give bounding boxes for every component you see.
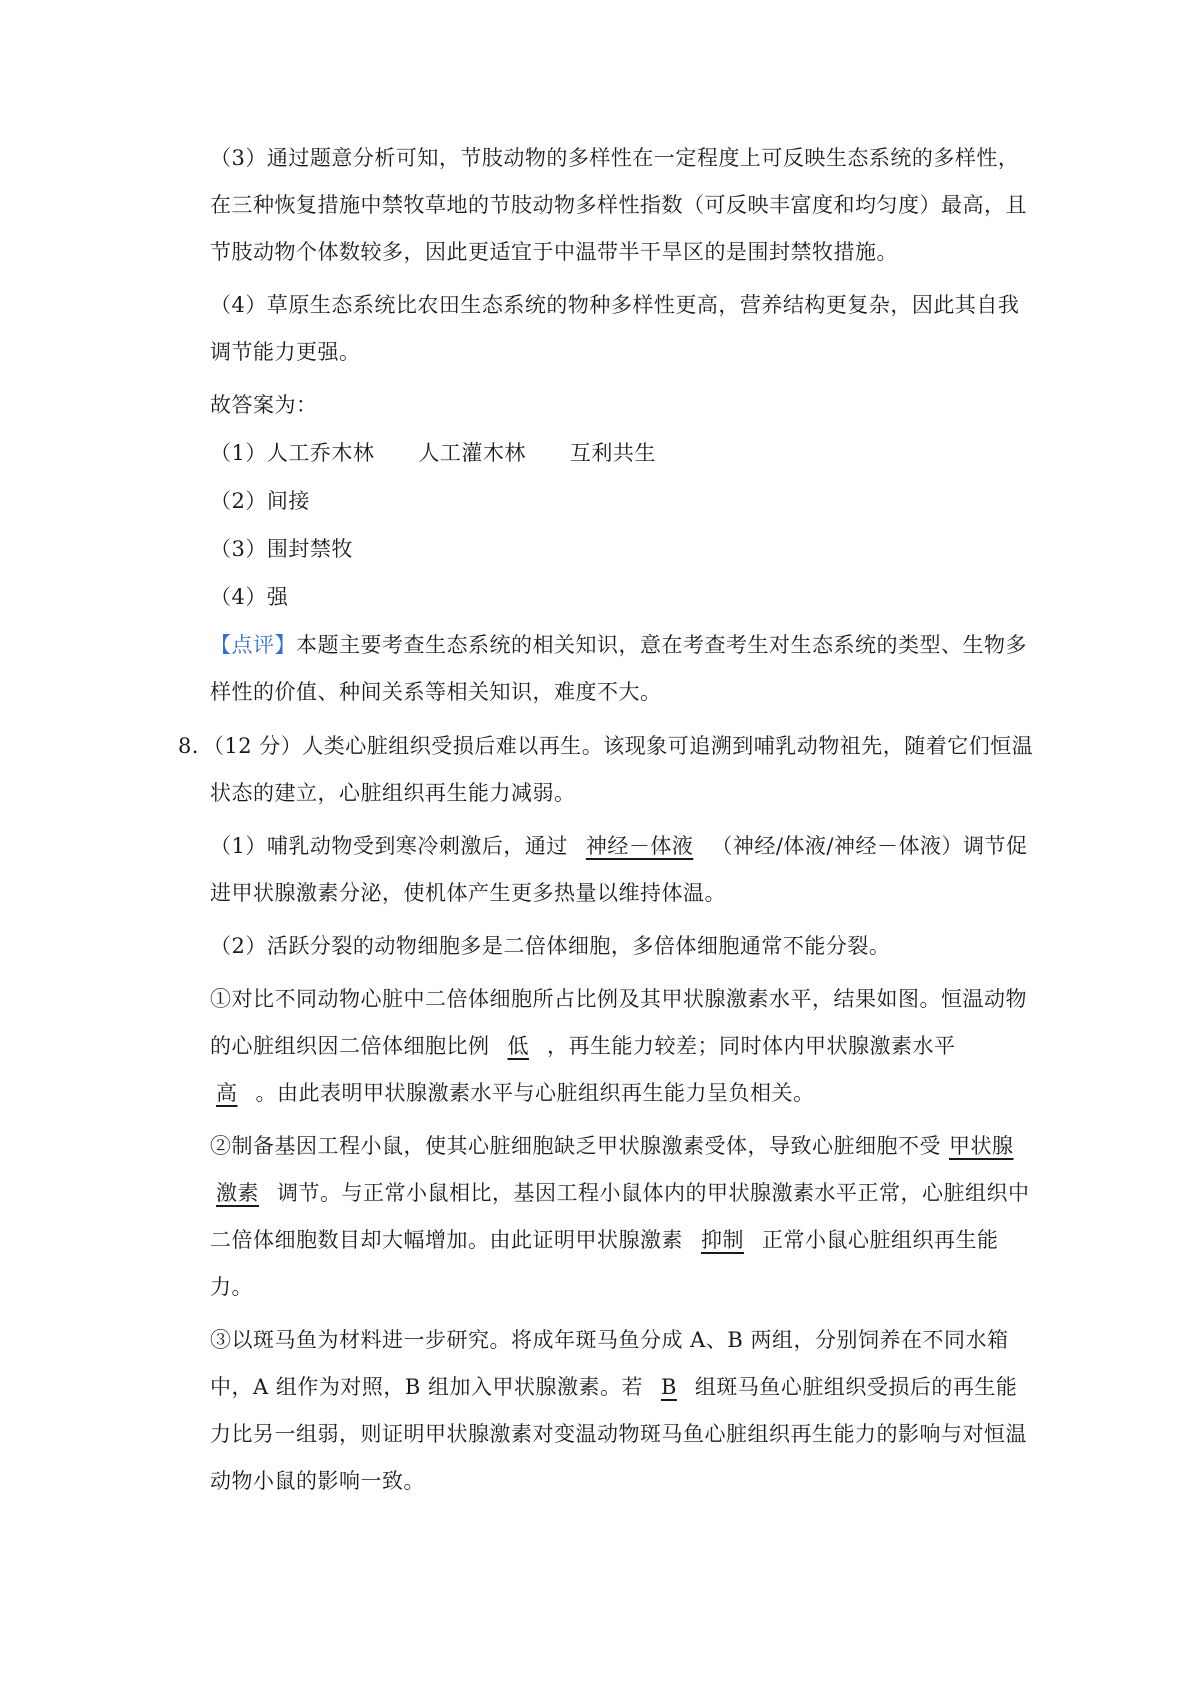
s1-answer-blank-1: 低 — [507, 1034, 529, 1058]
answer-1-item: 人工灌木林 — [418, 441, 526, 465]
s2-line3 — [210, 1225, 999, 1255]
q1-text: （1）哺乳动物受到寒冷刺激后，通过 — [210, 834, 568, 858]
answer-3: （3）围封禁牧 — [210, 537, 353, 561]
s2-answer-blank-1b: 激素 — [216, 1181, 259, 1205]
answer-1-prefix: （1） — [210, 441, 267, 465]
question-stem: （12 分）人类心脏组织受损后难以再生。该现象可追溯到哺乳动物祖先，随着它们恒温 — [213, 734, 1034, 758]
q2-intro: （2）活跃分裂的动物细胞多是二倍体细胞，多倍体细胞通常不能分裂。 — [210, 934, 891, 958]
answer-2: （2）间接 — [210, 489, 310, 513]
s2-text: ②制备基因工程小鼠，使其心脏细胞缺乏甲状腺激素受体，导致心脏细胞不受 — [210, 1134, 941, 1158]
comment-tag: 【点评】 — [210, 633, 296, 657]
comment-line2: 样性的价值、种间关系等相关知识，难度不大。 — [210, 680, 662, 704]
s1-line2 — [210, 1031, 956, 1061]
answer-4: （4）强 — [210, 585, 289, 609]
analysis-p3-line1: （3）通过题意分析可知，节肢动物的多样性在一定程度上可反映生态系统的多样性， — [210, 146, 1020, 170]
analysis-p4-line2: 调节能力更强。 — [210, 340, 361, 364]
s1-line3 — [210, 1078, 815, 1108]
s2-answer-blank-1a: 甲状腺 — [949, 1134, 1014, 1158]
q1-text: （神经/体液/神经－体液）调节促 — [711, 834, 1028, 858]
s2-text: 二倍体细胞数目却大幅增加。由此证明甲状腺激素 — [210, 1228, 683, 1252]
s2-answer-blank-2: 抑制 — [701, 1228, 744, 1252]
s3-answer-blank: B — [660, 1375, 677, 1399]
s3-line1: ③以斑马鱼为材料进一步研究。将成年斑马鱼分成 A、B 两组，分别饲养在不同水箱 — [210, 1328, 1009, 1352]
s1-answer-blank-2: 高 — [216, 1081, 238, 1105]
q1-answer-blank: 神经－体液 — [585, 834, 694, 858]
s1-line1: ①对比不同动物心脏中二倍体细胞所占比例及其甲状腺激素水平，结果如图。恒温动物 — [210, 987, 1027, 1011]
q1-line2: 进甲状腺激素分泌，使机体产生更多热量以维持体温。 — [210, 881, 726, 905]
answers-intro: 故答案为： — [210, 393, 318, 417]
s2-line2 — [210, 1178, 1030, 1208]
comment-text: 本题主要考查生态系统的相关知识，意在考查考生对生态系统的类型、生物多 — [296, 633, 1027, 657]
s2-text: 正常小鼠心脏组织再生能 — [762, 1228, 999, 1252]
s3-line3: 力比另一组弱，则证明甲状腺激素对变温动物斑马鱼心脏组织再生能力的影响与对恒温 — [210, 1422, 1027, 1446]
s2-line4: 力。 — [210, 1275, 253, 1299]
s1-text: 。由此表明甲状腺激素水平与心脏组织再生能力呈负相关。 — [255, 1081, 815, 1105]
q1-line1 — [210, 831, 1028, 861]
s3-text: 中，A 组作为对照，B 组加入甲状腺激素。若 — [210, 1375, 643, 1399]
s2-line1 — [210, 1131, 1022, 1161]
answer-1 — [210, 438, 656, 468]
s2-text: 调节。与正常小鼠相比，基因工程小鼠体内的甲状腺激素水平正常，心脏组织中 — [277, 1181, 1030, 1205]
s3-text: 组斑马鱼心脏组织受损后的再生能 — [694, 1375, 1018, 1399]
analysis-p3-line3: 节肢动物个体数较多，因此更适宜于中温带半干旱区的是围封禁牧措施。 — [210, 240, 898, 264]
comment-line1 — [210, 630, 1027, 660]
analysis-p4-line1: （4）草原生态系统比农田生态系统的物种多样性更高，营养结构更复杂，因此其自我 — [210, 293, 1020, 317]
s1-text: ，再生能力较差；同时体内甲状腺激素水平 — [547, 1034, 956, 1058]
s1-text: 的心脏组织因二倍体细胞比例 — [210, 1034, 490, 1058]
s3-line4: 动物小鼠的影响一致。 — [210, 1469, 425, 1493]
question-8-stem-line1 — [178, 731, 1033, 761]
question-number: 8． — [178, 734, 214, 758]
answer-1-item: 人工乔木林 — [266, 441, 375, 465]
analysis-p3-line2: 在三种恢复措施中禁牧草地的节肢动物多样性指数（可反映丰富度和均匀度）最高，且 — [210, 193, 1027, 217]
question-8-stem-line2: 状态的建立，心脏组织再生能力减弱。 — [210, 781, 576, 805]
answer-1-item: 互利共生 — [569, 441, 656, 465]
s3-line2 — [210, 1372, 1017, 1402]
